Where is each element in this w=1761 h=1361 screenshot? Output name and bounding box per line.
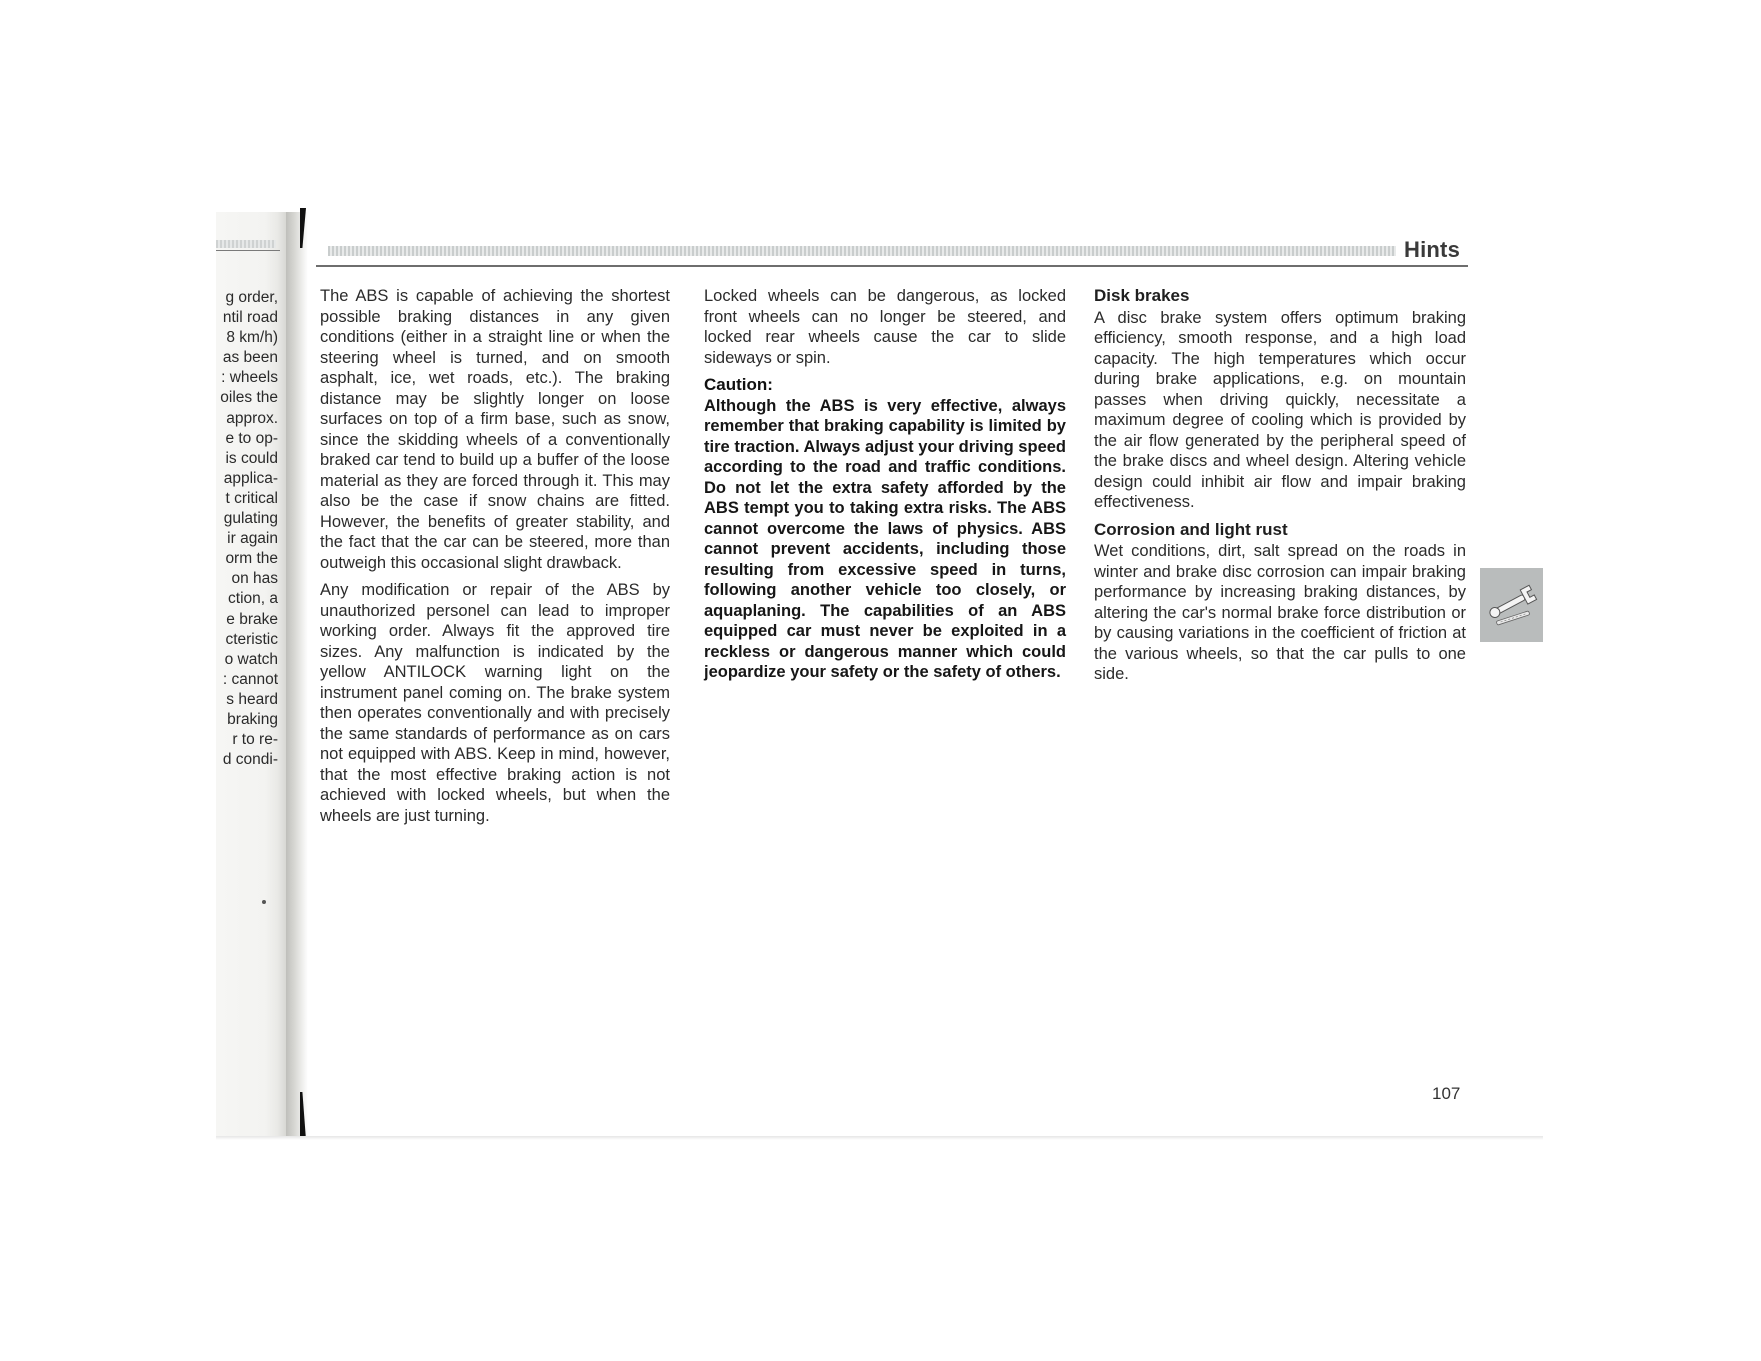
wrench-icon (1486, 578, 1540, 630)
caution-text: Although the ABS is very effective, always remember that braking capability is limited by tire traction. Always adjust your driving speed according to the road and traffic conditions. Do not let the extra safety afforded by the ABS tempt you to taking extra risks. The ABS cannot overcome the laws of physics. ABS cannot prevent accidents, including those resulting from excessive speed in turns, following another vehicle too closely, or aquaplaning. The capabilities of an ABS equipped car must never be exploited in a reckless or dangerous manner which could jeopardize your safety or the safety of others. (704, 396, 1066, 681)
previous-page-line: braking (227, 710, 278, 728)
previous-page-line: ir again (227, 530, 278, 548)
previous-page-header-rule (216, 250, 280, 251)
previous-page-line: t critical (225, 489, 278, 507)
previous-page-line: orm the (225, 550, 278, 568)
previous-page-line: o watch (224, 650, 278, 668)
manual-page (308, 212, 1543, 1140)
disk-brakes-heading: Disk brakes (1094, 286, 1190, 305)
previous-page-line: : wheels (221, 369, 278, 387)
previous-page-line: cteristic (225, 630, 278, 648)
corrosion-heading: Corrosion and light rust (1094, 519, 1288, 539)
header-rule (316, 265, 1468, 267)
page-bottom-edge (216, 1136, 1543, 1140)
text-column-3 (1094, 286, 1466, 692)
previous-page-line: oiles the (220, 389, 278, 407)
previous-page-text (220, 288, 286, 770)
previous-page-bullet (262, 900, 266, 904)
previous-page-line: e to op- (225, 429, 278, 447)
previous-page-line: e brake (226, 610, 278, 628)
previous-page-header-band (216, 240, 276, 248)
text-column-2 (704, 286, 1066, 683)
previous-page-strip (216, 212, 286, 1140)
previous-page-line: ntil road (222, 309, 278, 327)
previous-page-line: gulating (223, 510, 278, 528)
previous-page-line: as been (222, 349, 278, 367)
abs-capability-paragraph: The ABS is capable of achieving the shortest possible braking distances in any given conditions (either in a straight line or when the steering wheel is turned, and on smooth asphalt, ice, wet roads, etc.). The braking distance may be slightly longer on loose surfaces on top of a firm base, such as snow, since the skidding wheels of a conventionally braked car tend to build up a buffer of the loose material as they are forced through it. This may also be the case if snow chains are fitted. However, the benefits of greater stability, and the fact that the car can be steered, more than outweigh this occasional slight drawback. (320, 287, 670, 572)
book-spine (286, 212, 308, 1140)
previous-page-line: : cannot (222, 670, 278, 688)
previous-page-line: is could (225, 449, 278, 467)
previous-page-line: applica- (223, 469, 278, 487)
previous-page-line: on has (231, 570, 278, 588)
previous-page-line: 8 km/h) (226, 329, 278, 347)
locked-wheels-paragraph: Locked wheels can be dangerous, as locked front wheels can no longer be steered, and locked rear wheels cause the car to slide sideways or spin. (704, 287, 1066, 367)
previous-page-line: d condi- (222, 751, 278, 769)
previous-page-line: g order, (225, 289, 278, 306)
previous-page-line: ction, a (228, 590, 278, 608)
caution-heading: Caution: (704, 375, 773, 394)
abs-modification-paragraph: Any modification or repair of the ABS by unauthorized personel can lead to improper working order. Always fit the approved tire sizes. Any malfunction is indicated by the yellow ANTILOCK warning light on the instrument panel coming on. The brake system then operates conventionally and with precisely the same standards of performance as on cars not equipped with ABS. Keep in mind, however, that the most effective braking action is not achieved with locked wheels, but when the wheels are just turning. (320, 581, 670, 825)
disk-brakes-paragraph: A disc brake system offers optimum braking efficiency, smooth response, and a high load capacity. The high temperatures which occur during brake applications, e.g. on mountain passes when driving quickly, necessitate a maximum degree of cooling which is provided by the air flow generated by the peripheral speed of the brake discs and wheel design. Altering vehicle design could inhibit air flow and impair braking effectiveness. (1094, 308, 1466, 511)
text-column-1 (320, 286, 670, 833)
section-title: Hints (1404, 237, 1460, 262)
previous-page-line: r to re- (232, 731, 278, 749)
header-band (328, 246, 1396, 256)
previous-page-line: approx. (226, 409, 278, 427)
page-number: 107 (1432, 1084, 1461, 1103)
corrosion-paragraph: Wet conditions, dirt, salt spread on the roads in winter and brake disc corrosion can impair braking performance by increasing braking distances, by altering the car's normal brake force distribution or by causing variations in the coefficient of friction at the various wheels, so that the car pulls to one side. (1094, 542, 1466, 683)
section-thumb-tab (1480, 568, 1543, 642)
previous-page-line: s heard (226, 690, 278, 708)
